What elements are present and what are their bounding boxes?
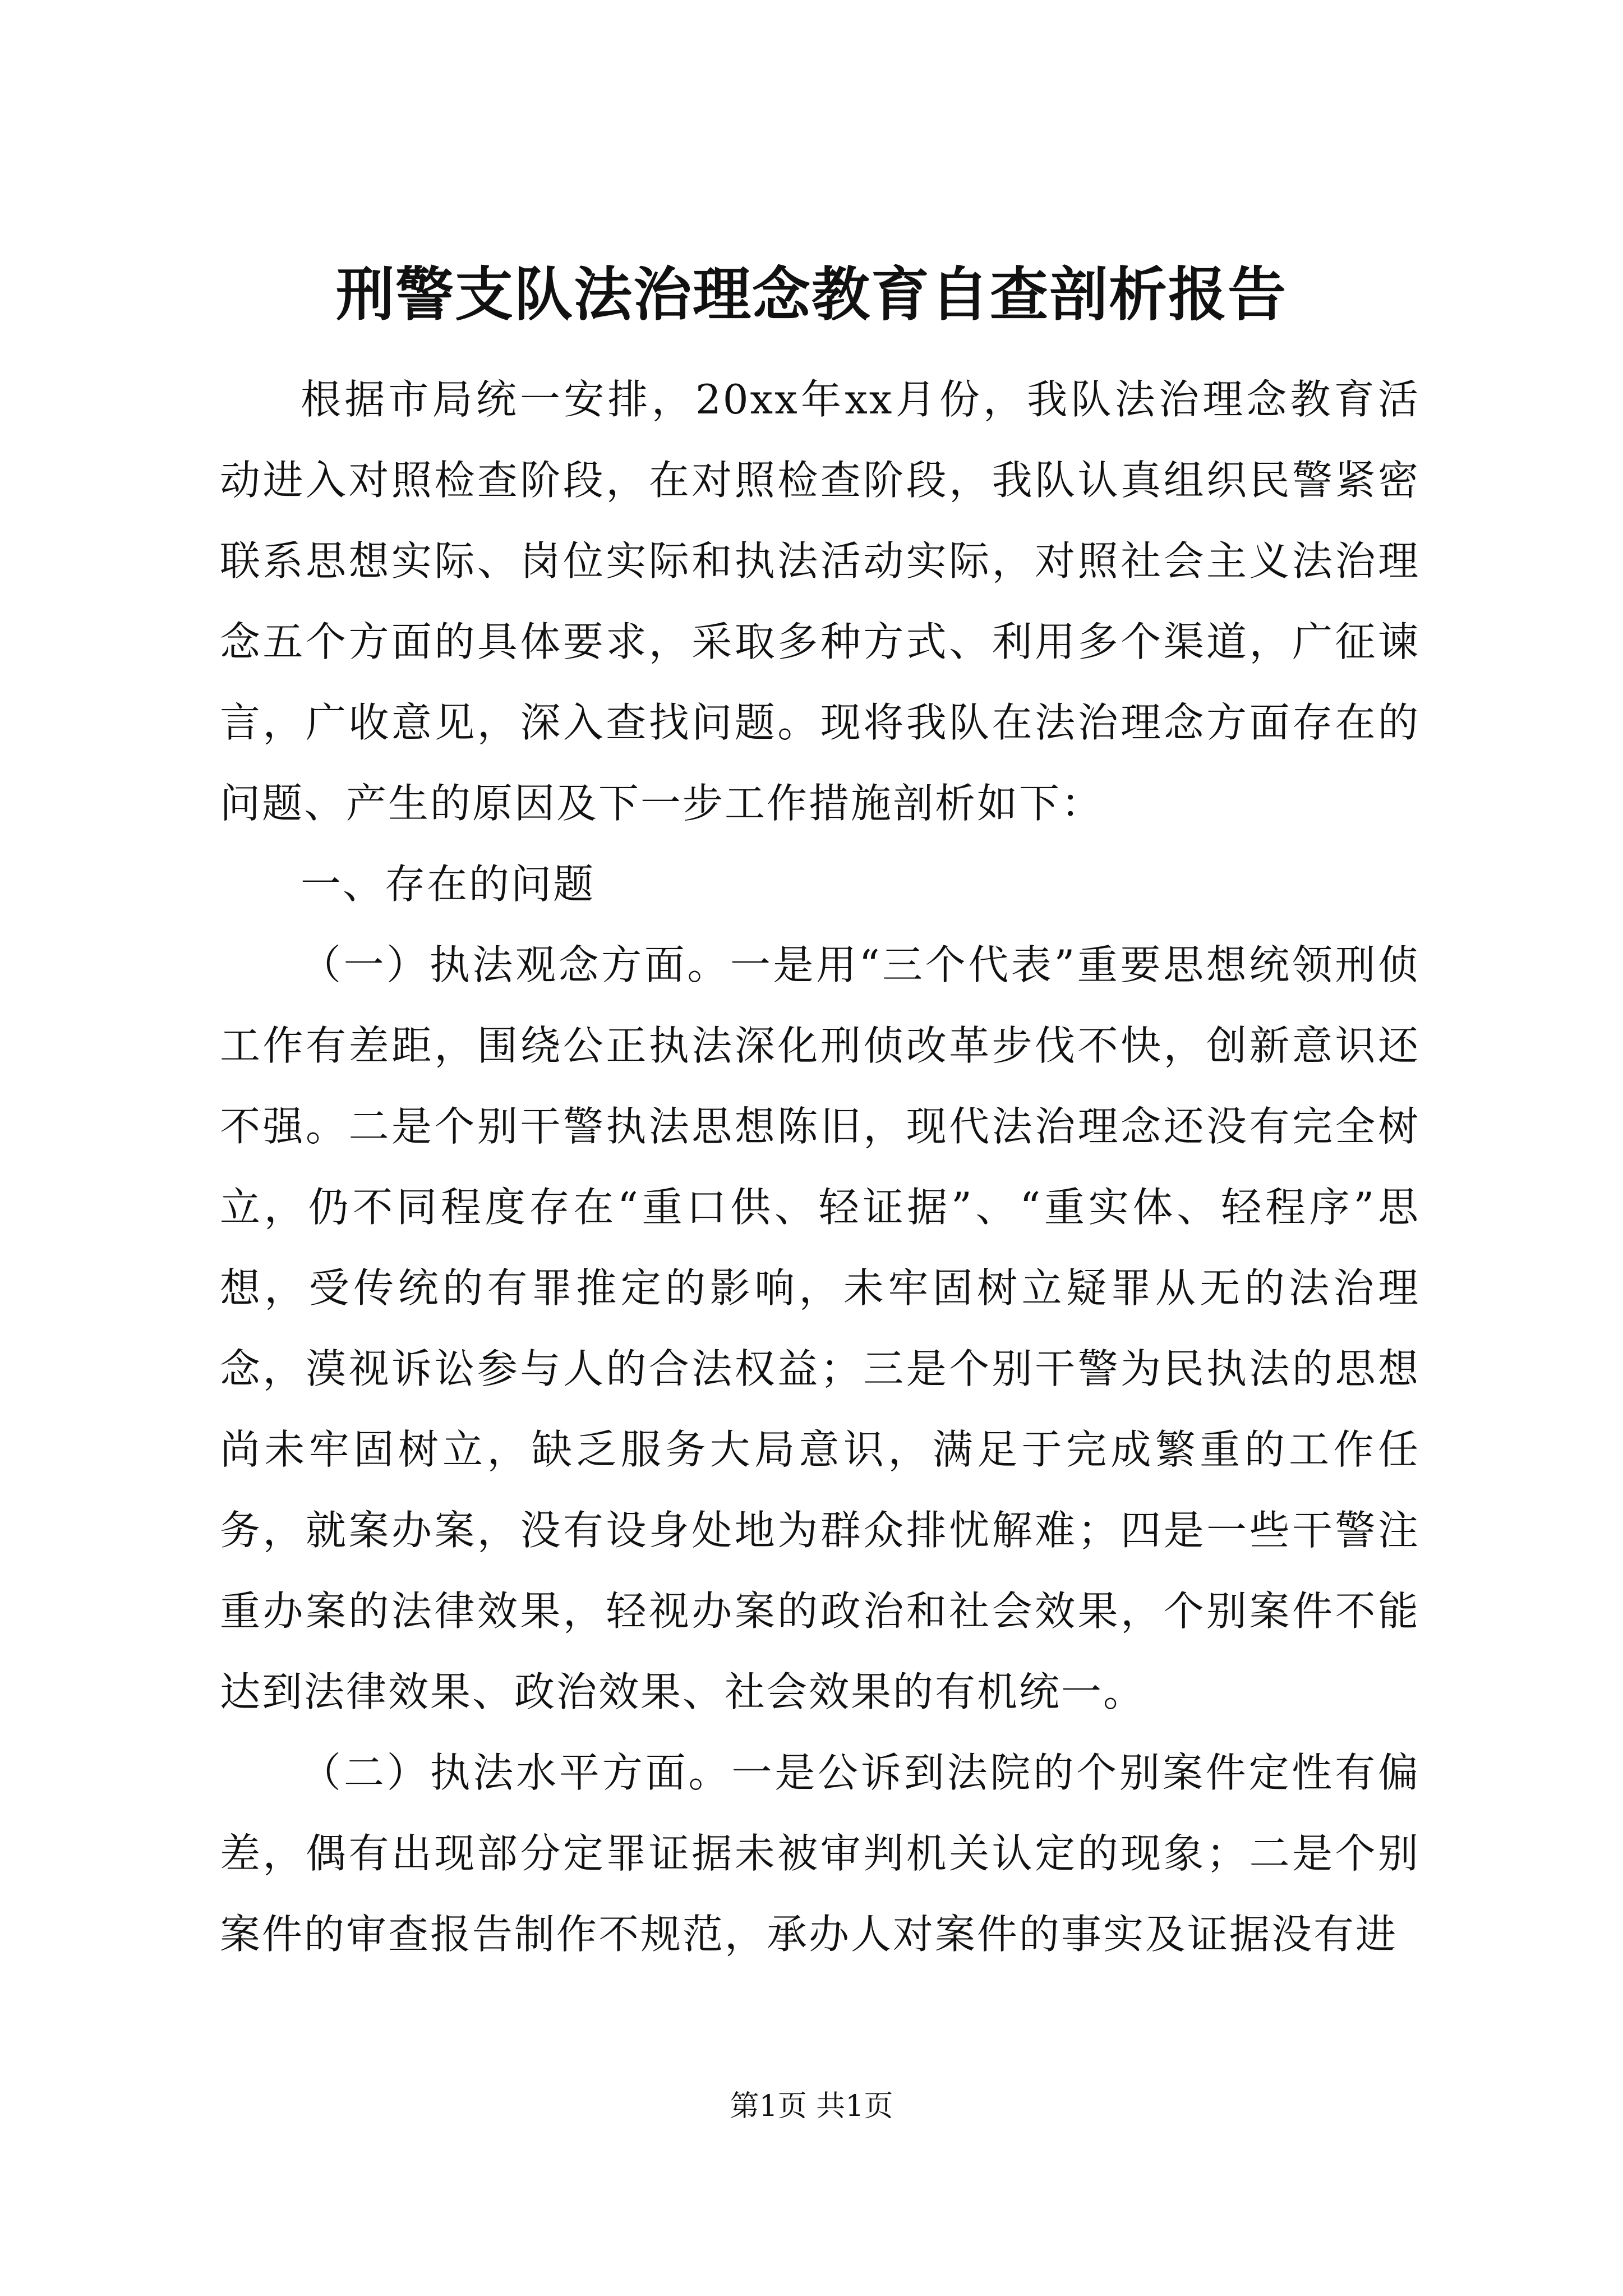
document-body (220, 359, 1420, 1975)
document-title: 刑警支队法治理念教育自查剖析报告 (335, 260, 1287, 329)
paragraph-enforcement-level: （二）执法水平方面。一是公诉到法院的个别案件定性有偏差，偶有出现部分定罪证据未被审判机关认定的现象；二是个别案件的审查报告制作不规范，承办人对案件的事实及证据没有进 (220, 1749, 1420, 1958)
intro-paragraph: 根据市局统一安排，20xx年xx月份，我队法治理念教育活动进入对照检查阶段，在对照检查阶段，我队认真组织民警紧密联系思想实际、岗位实际和执法活动实际，对照社会主义法治理念五个方面的具体要求，采取多种方式、利用多个渠道，广征谏言，广收意见，深入查找问题。现将我队在法治理念方面存在的问题、产生的原因及下一步工作措施剖析如下： (220, 376, 1420, 827)
section-heading-problems: 一、存在的问题 (301, 861, 596, 908)
paragraph-enforcement-concept: （一）执法观念方面。一是用“三个代表”重要思想统领刑侦工作有差距，围绕公正执法深化刑侦改革步伐不快，创新意识还不强。二是个别干警执法思想陈旧，现代法治理念还没有完全树立，仍不同程度存在“重口供、轻证据”、“重实体、轻程序”思想，受传统的有罪推定的影响，未牢固树立疑罪从无的法治理念，漠视诉讼参与人的合法权益；三是个别干警为民执法的思想尚未牢固树立，缺乏服务大局意识，满足于完成繁重的工作任务，就案办案，没有设身处地为群众排忧解难；四是一些干警注重办案的法律效果，轻视办案的政治和社会效果，个别案件不能达到法律效果、政治效果、社会效果的有机统一。 (220, 941, 1420, 1715)
page-footer: 第1页 共1页 (730, 2090, 893, 2123)
